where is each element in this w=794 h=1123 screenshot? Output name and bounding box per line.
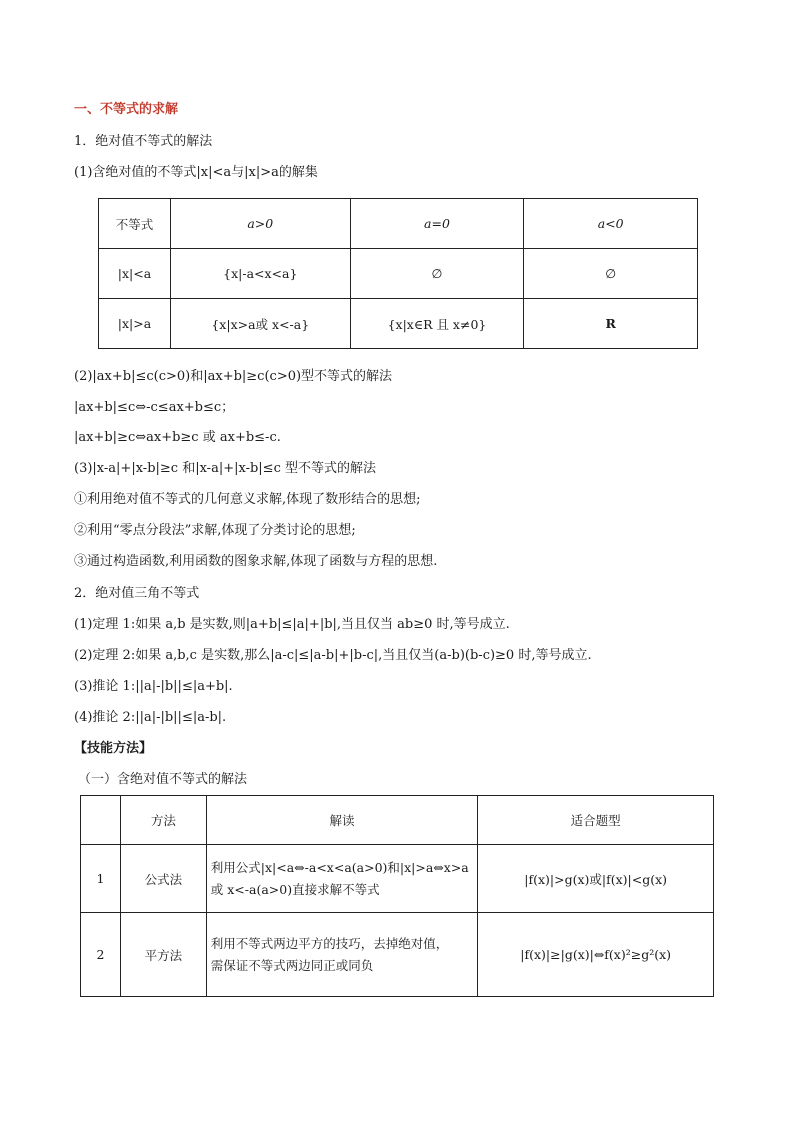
description-line: 利用不等式两边平方的技巧，去掉绝对值， — [210, 935, 449, 951]
subheading-solution-sets: (1)含绝对值的不等式|x|<a与|x|>a的解集 — [74, 165, 318, 180]
table-header-row — [99, 199, 698, 249]
table-header-cell: a>0 — [170, 199, 350, 249]
table-cell: |x|>a — [99, 299, 171, 349]
text-line: (3)推论 1:||a|-|b||≤|a+b|. — [74, 679, 233, 694]
text-line: ①利用绝对值不等式的几何意义求解,体现了数形结合的思想; — [74, 492, 421, 507]
text-line: |ax+b|≥c⇔ax+b≥c 或 ax+b≤-c. — [74, 430, 281, 445]
table-header-cell: a=0 — [350, 199, 524, 249]
text-line: (4)推论 2:||a|-|b||≤|a-b|. — [74, 710, 227, 725]
subheading-triangle-inequality: 2．绝对值三角不等式 — [74, 586, 200, 601]
table-row — [99, 249, 698, 299]
text-line: ③通过构造函数,利用函数的图象求解,体现了函数与方程的思想. — [74, 554, 438, 569]
skills-subheading: （一）含绝对值不等式的解法 — [78, 772, 248, 787]
table-cell: |x|<a — [99, 249, 171, 299]
table-row — [81, 845, 714, 913]
method-description — [206, 845, 478, 913]
table-row — [81, 913, 714, 997]
row-number: 2 — [81, 913, 121, 997]
table-row — [99, 299, 698, 349]
table-header-cell: 方法 — [120, 796, 206, 845]
description-line: 需保证不等式两边同正或同负 — [210, 957, 374, 973]
solution-set-table — [98, 198, 698, 349]
row-number: 1 — [81, 845, 121, 913]
methods-table — [80, 795, 714, 997]
problem-type: |f(x)|≥|g(x)|⇔f(x)²≥g²(x) — [478, 913, 714, 997]
text-line: |ax+b|≤c⇔-c≤ax+b≤c； — [74, 400, 235, 415]
method-description — [206, 913, 478, 997]
text-line: ②利用“零点分段法”求解,体现了分类讨论的思想; — [74, 523, 356, 538]
table-header-cell: 适合题型 — [478, 796, 714, 845]
table-cell: {x|x∈R 且 x≠0} — [350, 299, 524, 349]
table-header-cell: a<0 — [524, 199, 698, 249]
method-name: 平方法 — [120, 913, 206, 997]
problem-type: |f(x)|>g(x)或|f(x)|<g(x) — [478, 845, 714, 913]
table-cell: ∅ — [350, 249, 524, 299]
table-header-row — [81, 796, 714, 845]
table-header-cell: 解读 — [206, 796, 478, 845]
table-cell: R — [524, 299, 698, 349]
table-header-cell: 不等式 — [99, 199, 171, 249]
text-line: (2)|ax+b|≤c(c>0)和|ax+b|≥c(c>0)型不等式的解法 — [74, 369, 393, 384]
table-cell: ∅ — [524, 249, 698, 299]
table-cell: {x|-a<x<a} — [170, 249, 350, 299]
text-line: (3)|x-a|+|x-b|≥c 和|x-a|+|x-b|≤c 型不等式的解法 — [74, 461, 376, 476]
subheading-absolute-value-solutions: 1．绝对值不等式的解法 — [74, 134, 213, 149]
description-line: 或 x<-a(a>0)直接求解不等式 — [210, 881, 380, 897]
text-line: (2)定理 2:如果 a,b,c 是实数,那么|a-c|≤|a-b|+|b-c|,当且仅当(a-b)(b-c)≥0 时,等号成立. — [74, 648, 592, 663]
table-header-cell — [81, 796, 121, 845]
description-line: 利用公式|x|<a⇔-a<x<a(a>0)和|x|>a⇔x>a — [210, 859, 469, 875]
method-name: 公式法 — [120, 845, 206, 913]
skills-title: 【技能方法】 — [74, 741, 153, 756]
text-line: (1)定理 1:如果 a,b 是实数,则|a+b|≤|a|+|b|,当且仅当 ab≥0 时,等号成立. — [74, 617, 510, 632]
section-title: 一、不等式的求解 — [74, 102, 179, 117]
table-cell: {x|x>a或 x<-a} — [170, 299, 350, 349]
